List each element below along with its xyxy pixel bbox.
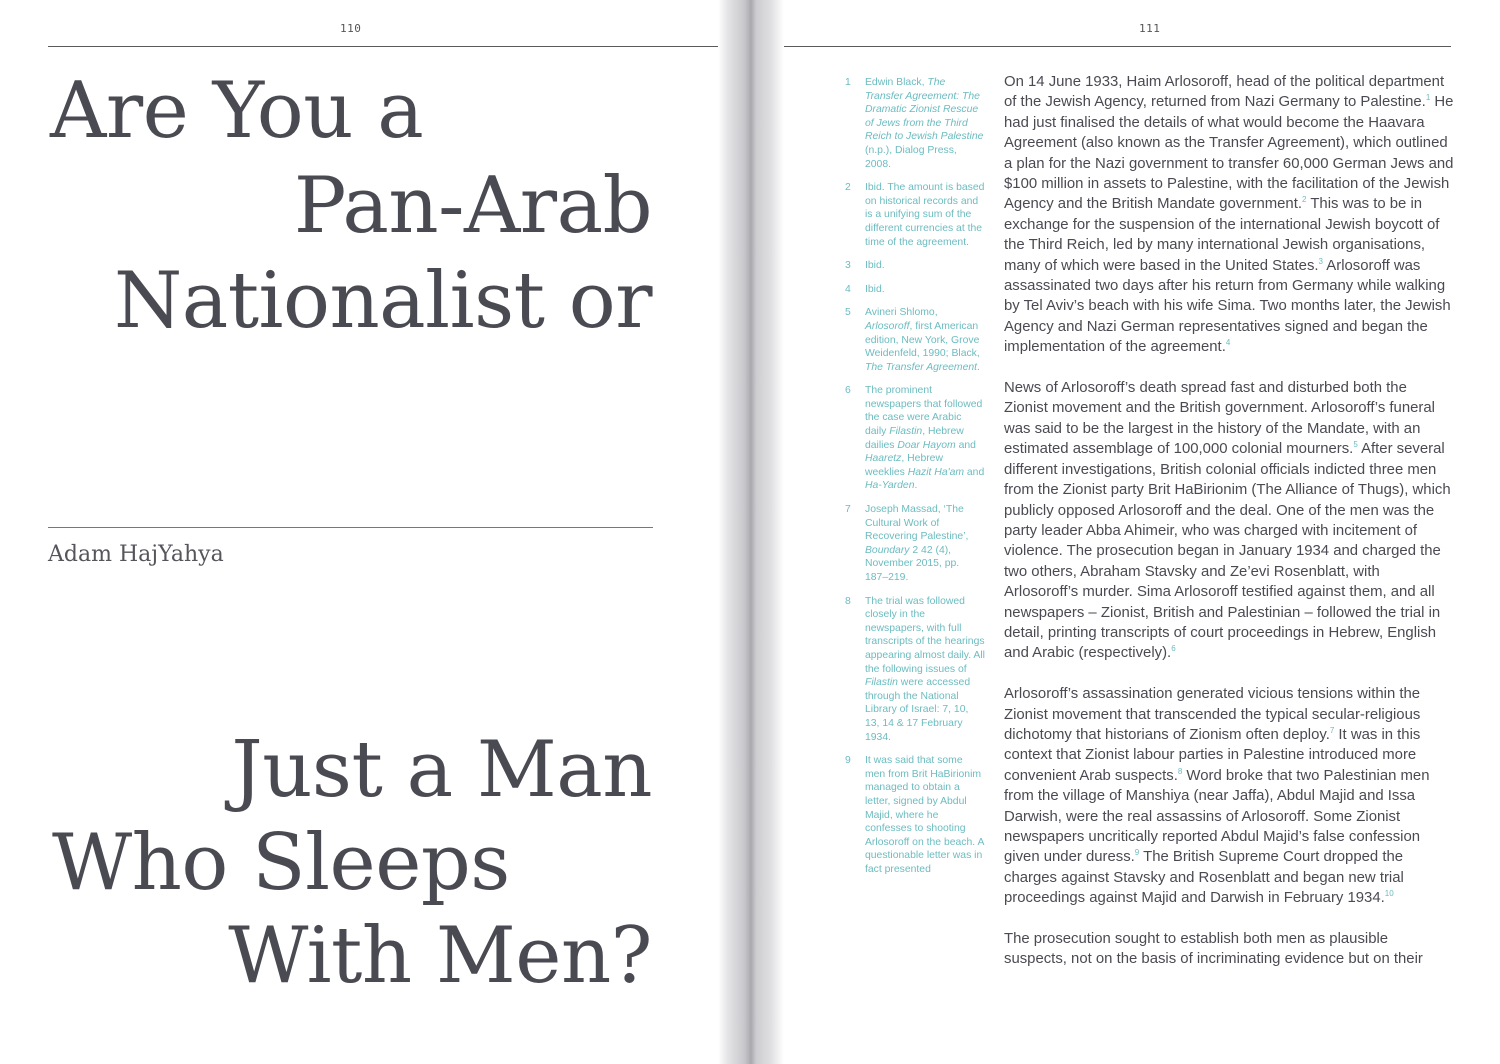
author-rule bbox=[48, 527, 653, 528]
footnote-1 bbox=[845, 76, 985, 171]
footnote-text: Ibid. The amount is based on historical records and is a unifying sum of the different currencies at the time of the agreement. bbox=[865, 182, 985, 248]
footnote-9 bbox=[845, 754, 985, 876]
book-gutter-shadow bbox=[718, 0, 784, 1064]
author-name: Adam HajYahya bbox=[48, 542, 224, 567]
footnote-5 bbox=[845, 306, 985, 374]
footnote-number: 3 bbox=[845, 260, 851, 272]
body-paragraph-4: The prosecution sought to establish both men as plausible suspects, not on the basis of incriminating evidence but on their bbox=[1004, 931, 1423, 968]
header-rule-right bbox=[784, 46, 1451, 47]
footnote-number: 2 bbox=[845, 182, 851, 194]
header-rule-left bbox=[48, 46, 718, 47]
footnote-text: The trial was followed closely in the newspapers, with full transcripts of the hearings appearing almost daily. All the following issues of Filastin were accessed through the National Library of Israel: 7, 10, 13, 14 & 17 February 1934. bbox=[865, 595, 985, 743]
title-line-1: Are You a bbox=[50, 66, 424, 156]
footnote-text: It was said that some men from Brit HaBirionim managed to obtain a letter, signed by Abdul Majid, where he confesses to shooting Arlosoroff on the beach. A questionable letter was in fact presented bbox=[865, 755, 984, 875]
footnote-number: 1 bbox=[845, 77, 851, 88]
footnote-reference[interactable]: 9 bbox=[1134, 848, 1140, 858]
body-text-column bbox=[1004, 72, 1454, 990]
body-paragraph-1: On 14 June 1933, Haim Arlosoroff, head of the political department of the Jewish Agency, returned from Nazi Germany to Palestine.$^1$ He had just finalised the details of what would become the Haavara Agreement (also known as the Transfer Agreement), which outlined a plan for the Nazi government to transfer 60,000 German Jews and $100 million in assets to Palestine, with the facilitation of the Jewish Agency and the British Mandate government.$^2$ This was to be in exchange for the suspension of the international Jewish boycott of the Third Reich, led by many international Jewish organisations, many of which were based in the United States.$^3$ Arlosoroff was assassinated two days after his return from Germany while walking by Tel Aviv’s beach with his wife Sima. Two months later, the Jewish Agency and Nazi German representatives signed and began the implementation of the agreement.$^4$ bbox=[1004, 74, 1454, 356]
footnote-reference[interactable]: 2 bbox=[1302, 195, 1307, 205]
footnote-reference[interactable]: 1 bbox=[1425, 93, 1431, 103]
footnote-7 bbox=[845, 503, 985, 585]
footnote-2 bbox=[845, 181, 985, 249]
footnote-reference[interactable]: 8 bbox=[1177, 766, 1183, 776]
footnote-4 bbox=[845, 283, 985, 297]
footnote-reference[interactable]: 5 bbox=[1353, 440, 1358, 450]
footnote-reference[interactable]: 4 bbox=[1225, 338, 1231, 348]
body-paragraph-2: News of Arlosoroff’s death spread fast and disturbed both the Zionist movement and the British government. Arlosoroff’s funeral was said to be the largest in the history of the Mandate, with an estimated assemblage of 100,000 colonial mourners.$^5$ After several different investigations, British colonial officials indicted three men from the Zionist party Brit HaBirionim (The Alliance of Thugs), which publicly opposed Arlosoroff and the deal. One of the men was the party leader Abba Ahimeir, who was charged with incitement of violence. The prosecution began in January 1934 and charged the two others, Abraham Stavsky and Ze’evi Rosenblatt, with Arlosoroff’s murder. Sima Arlosoroff testified against them, and all newspapers – Zionist, British and Palestinian – followed the trial in detail, printing transcripts of court proceedings in Hebrew, English and Arabic (respectively).$^6$ bbox=[1004, 380, 1451, 662]
footnote-6 bbox=[845, 384, 985, 493]
title-line-2: Pan-Arab bbox=[293, 161, 652, 251]
footnote-text: Joseph Massad, ‘The Cultural Work of Recovering Palestine’, Boundary 2 42 (4), November 2015, pp. 187–219. bbox=[865, 504, 969, 583]
footnote-text: Edwin Black, The Transfer Agreement: The Dramatic Zionist Rescue of Jews from the Third Reich to Jewish Palestine (n.p.), Dialog Press, 2008. bbox=[865, 77, 984, 170]
footnote-number: 9 bbox=[845, 755, 851, 767]
title-line-5: Who Sleeps bbox=[52, 818, 510, 908]
title-line-6: With Men? bbox=[228, 911, 652, 1001]
footnote-text: Ibid. bbox=[865, 283, 885, 295]
footnote-text: Avineri Shlomo, Arlosoroff, first American edition, New York, Grove Weidenfeld, 1990; Black, The Transfer Agreement. bbox=[865, 307, 980, 373]
footnote-reference[interactable]: 3 bbox=[1318, 256, 1323, 266]
page-number-left: 110 bbox=[340, 22, 362, 35]
footnote-number: 7 bbox=[845, 504, 851, 516]
footnote-8 bbox=[845, 595, 985, 745]
footnote-number: 6 bbox=[845, 385, 851, 397]
footnote-3 bbox=[845, 259, 985, 273]
footnote-number: 4 bbox=[845, 283, 851, 295]
footnote-number: 8 bbox=[845, 595, 851, 607]
footnote-reference[interactable]: 7 bbox=[1329, 725, 1335, 735]
body-paragraph-3: Arlosoroff’s assassination generated vicious tensions within the Zionist movement that transcended the typical secular-religious dichotomy that historians of Zionism often deploy.$^7$ It was in this context that Zionist labour parties in Palestine introduced more convenient Arab suspects.$^8$ Word broke that two Palestinian men from the village of Manshiya (near Jaffa), Abdul Majid and Issa Darwish, were the real assassins of Arlosoroff. Some Zionist newspapers uncritically reported Abdul Majid’s false confession given under duress.$^9$ The British Supreme Court dropped the charges against Stavsky and Rosenblatt and began new trial proceedings against Majid and Darwish in February 1934.10 bbox=[1004, 686, 1430, 907]
title-line-4: Just a Man bbox=[231, 725, 652, 815]
title-line-3: Nationalist or bbox=[113, 256, 652, 346]
footnote-reference[interactable]: 10 bbox=[1384, 889, 1394, 899]
footnotes-column bbox=[845, 76, 985, 886]
footnote-reference[interactable]: 6 bbox=[1171, 644, 1176, 654]
page-number-right: 111 bbox=[1139, 22, 1161, 35]
footnote-text: The prominent newspapers that followed the case were Arabic daily Filastin, Hebrew dailies Doar Hayom and Haaretz, Hebrew weeklies Hazit Ha'am and Ha-Yarden. bbox=[865, 385, 985, 492]
footnote-number: 5 bbox=[845, 307, 851, 319]
footnote-text: Ibid. bbox=[865, 260, 885, 272]
